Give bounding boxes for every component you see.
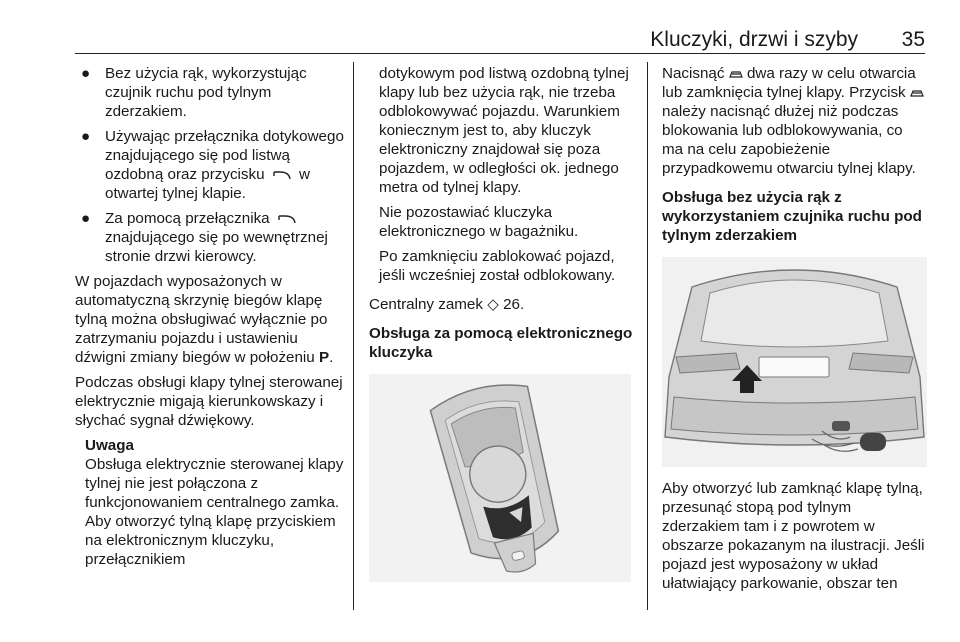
paragraph: Aby otworzyć lub zamknąć klapę tylną, przesunąć stopą pod tylnym zderzakiem tam i z powrotem w obszarze pokazanym na ilustracji. Jeśli pojazd jest wyposażony w układ ułatwiający parkowanie, obszar ten [662,480,925,592]
paragraph [662,64,927,178]
paragraph-end: . [329,349,334,366]
note-box [75,436,345,569]
page-number: 35 [901,28,925,51]
column-divider-1 [353,62,354,610]
bullet-dot: ● [81,65,91,82]
section-heading: Obsługa za pomocą elektronicznego kluczyka [369,325,633,361]
reference-text: Centralny zamek [369,296,483,313]
note-text: dotykowym pod listwą ozdobną tylnej klapy lub bez użycia rąk, nie trzeba odblokowywać pojazdu. Warunkiem koniecznym jest to, aby kluczyk elektroniczny znajdował się poza pojazdem, w odległości ok. jednego metra od tylnej klapy. [379,65,629,196]
paragraph-text: W pojazdach wyposażonych w automatyczną skrzynię biegów klapę tylną można obsługiwać wyłącznie po zatrzymaniu pojazdu i ustawieniu dźwigni zmiany biegów w położeniu [75,273,328,366]
car-rear-foot-sensor-illustration [662,257,927,467]
column-3 [662,64,927,599]
note-box-continued [369,64,634,285]
paragraph-text: dwa razy w celu otwarcia lub zamknięcia tylnej klapy. Przycisk [662,65,916,101]
note-title: Uwaga [85,437,134,454]
electronic-key-illustration [369,374,631,582]
paragraph-text: Nacisnąć [662,65,725,82]
bullet-text: w otwartej tylnej klapie. [105,166,310,202]
section-heading: Obsługa bez użycia rąk z wykorzystaniem czujnika ruchu pod tylnym zderzakiem [662,189,922,244]
gear-position-P: P [319,349,330,366]
bullet-text: znajdującego się po wewnętrznej stronie drzwi kierowcy. [105,229,328,265]
note-text: Nie pozostawiać kluczyka elektronicznego w bagażniku. [379,204,579,240]
page-reference-arrow-icon: ◇ [487,296,499,313]
list-item [75,64,345,121]
tailgate-key-button-icon [729,68,743,80]
column-1 [75,64,345,569]
note-text: Po zamknięciu zablokować pojazd, jeśli wcześniej został odblokowany. [379,248,616,284]
bullet-dot: ● [81,210,91,227]
paragraph: Podczas obsługi klapy tylnej sterowanej elektrycznie migają kierunkowskazy i słychać sygnał dźwiękowy. [75,374,343,429]
note-text: Obsługa elektrycznie sterowanej klapy tylnej nie jest połączona z funkcjonowaniem centralnego zamka. Aby otworzyć tylną klapę przyciskiem na elektronicznym kluczyku, przełącznikiem [85,456,344,568]
cross-reference [369,295,634,314]
bullet-text: Używając przełącznika dotykowego znajdującego się pod listwą ozdobną oraz przycisku [105,128,344,183]
paragraph [75,272,345,367]
reference-page: 26 [503,296,521,313]
paragraph-text: należy nacisnąć dłużej niż podczas blokowania lub odblokowywania, co ma na celu zapobieżenie przypadkowemu otwarciu tylnej klapy. [662,103,916,177]
bullet-text: Za pomocą przełącznika [105,210,270,227]
bullet-text: Bez użycia rąk, wykorzystując czujnik ruchu pod tylnym zderzakiem. [105,65,307,120]
tailgate-key-button-icon [910,87,924,99]
column-2 [369,64,634,582]
page-header-title: Kluczyki, drzwi i szyby [650,28,858,51]
bullet-dot: ● [81,128,91,145]
reference-end: . [520,296,525,313]
tailgate-switch-icon [277,213,297,225]
header-divider [75,53,925,54]
list-item [75,209,345,266]
list-item [75,127,345,203]
column-divider-2 [647,62,648,610]
tailgate-switch-icon [272,169,292,181]
